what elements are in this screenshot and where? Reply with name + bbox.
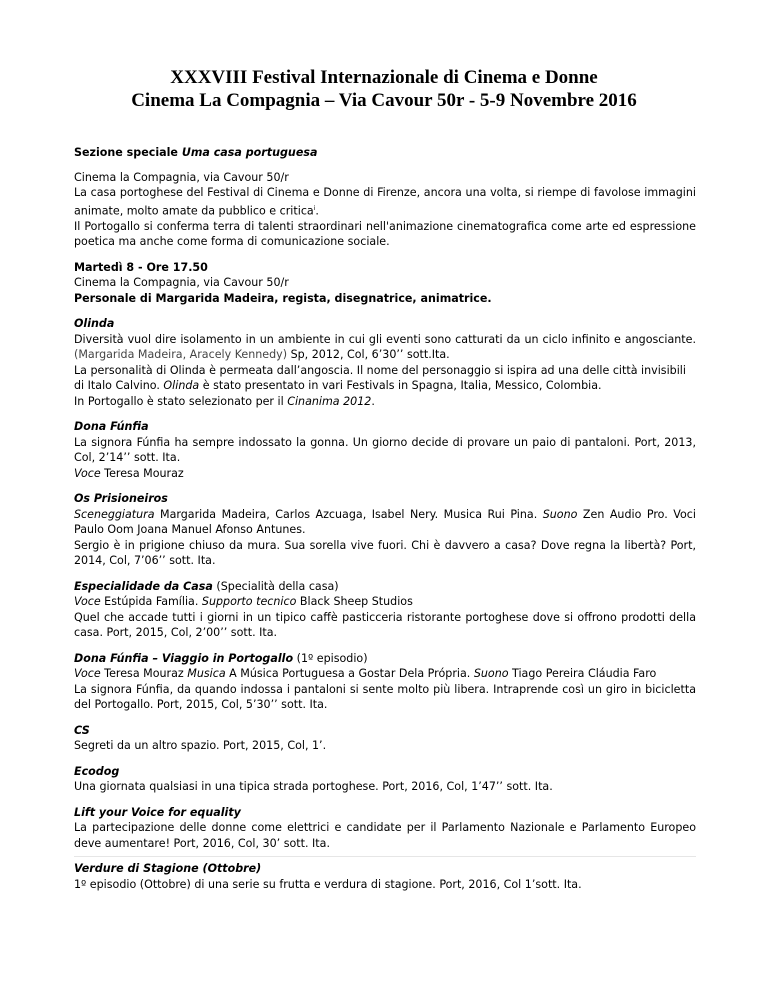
film-selection: In Portogallo è stato selezionato per il Cinanima 2012. [74,394,375,408]
film-description: Diversità vuol dire isolamento in un ambiente in cui gli eventi sono catturati da un ciclo infinito e angosciante. (Margarida Madeira, Aracely Kennedy) Sp, 2012, Col, 6’30’’ sott.Ita. [74,332,696,362]
film-especialidade [74,579,696,641]
festival-title: XXXVIII Festival Internazionale di Cinema e Donne [170,67,598,88]
session-datetime: Martedì 8 - Ore 17.50 [74,260,208,274]
film-verdure-di-stagione [74,861,696,892]
film-os-prisioneiros [74,491,696,569]
film-description: La signora Fúnfia ha sempre indossato la gonna. Un giorno decide di provare un paio di pantaloni. Port, 2013, Col, 2’14’’ sott. Ita. [74,435,696,465]
intro-section [74,145,696,161]
film-ecodog [74,764,696,795]
festival-header [0,66,768,112]
festival-venue-dates: Cinema La Compagnia – Via Cavour 50r - 5-9 Novembre 2016 [131,90,637,111]
film-title-line: Especialidade da Casa (Specialità della casa) [74,579,339,593]
film-title-line: Dona Fúnfia – Viaggio in Portogallo (1º episodio) [74,651,368,665]
film-description: Una giornata qualsiasi in una tipica strada portoghese. Port, 2016, Col, 1’47’’ sott. Ita. [74,780,553,794]
film-description: Sergio è in prigione chiuso da mura. Sua sorella vive fuori. Chi è davvero a casa? Dove regna la libertà? Port, 2014, Col, 7’06’’ sott. Ita. [74,538,696,568]
section-title: Sezione speciale Uma casa portuguesa [74,146,318,159]
film-title: Lift your Voice for equality [74,805,241,819]
film-olinda [74,316,696,409]
film-dona-funfia [74,419,696,481]
film-title: Os Prisioneiros [74,492,168,506]
intro-text [74,170,696,250]
film-title: Ecodog [74,764,120,778]
film-description: Segreti da un altro spazio. Port, 2015, Col, 1’. [74,739,327,753]
intro-paragraph-1: La casa portoghese del Festival di Cinema e Donne di Firenze, ancora una volta, si riempe di favolose immagini animate, molto amate da pubblico e critica$^i$. [74,186,696,218]
film-credits: Voce Teresa Mouraz Musica A Música Portuguesa a Gostar Dela Própria. Suono Tiago Pereira Cláudia Faro [74,667,657,681]
film-cs [74,723,696,754]
film-credits: Voce Estúpida Família. Supporto tecnico Black Sheep Studios [74,595,413,609]
film-description: La partecipazione delle donne come elettrici e candidate per il Parlamento Nazionale e Parlamento Europeo deve aumentare! Port, 2016, Col, 30’ sott. Ita. [74,821,696,850]
session-venue: Cinema la Compagnia, via Cavour 50/r [74,276,289,290]
session-person: Personale di Margarida Madeira, regista, disegnatrice, animatrice. [74,291,492,305]
session-info [74,260,696,307]
film-description: Quel che accade tutti i giorni in un tipico caffè pasticceria ristorante portoghese dove si offrono prodotti della casa. Port, 2015, Col, 2’00’’ sott. Ita. [74,610,696,640]
film-notes: La personalità di Olinda è permeata dall’angoscia. Il nome del personaggio si ispira ad una delle città invisibili di Italo Calvino. Olinda è stato presentato in vari Festivals in Spagna, Italia, Messico, Colombia. [74,363,686,393]
film-description: 1º episodio (Ottobre) di una serie su frutta e verdura di stagione. Port, 2016, Col 1’sott. Ita. [74,877,582,891]
document-body [74,145,696,902]
film-title: CS [74,723,90,737]
film-description: La signora Fúnfia, da quando indossa i pantaloni si sente molto più libera. Intraprende così un giro in bicicletta del Portogallo. Port, 2015, Col, 5’30’’ sott. Ita. [74,682,696,712]
film-lift-your-voice [74,805,696,852]
footnote-mark: i [313,204,316,212]
film-title: Olinda [74,317,115,331]
intro-paragraph-2: Il Portogallo si conferma terra di talenti straordinari nell'animazione cinematografica come arte ed espressione poetica ma anche come forma di comunicazione sociale. [74,219,696,249]
film-viaggio-portogallo [74,651,696,713]
intro-venue: Cinema la Compagnia, via Cavour 50/r [74,170,289,184]
film-credits: Sceneggiatura Margarida Madeira, Carlos Azcuaga, Isabel Nery. Musica Rui Pina. Suono Zen Audio Pro. Voci Paulo Oom Joana Manuel Afonso Antunes. [74,507,696,537]
film-credits: Voce Teresa Mouraz [74,466,184,480]
film-title: Verdure di Stagione (Ottobre) [74,862,262,876]
film-title: Dona Fúnfia [74,420,149,434]
footer-divider [74,856,696,857]
